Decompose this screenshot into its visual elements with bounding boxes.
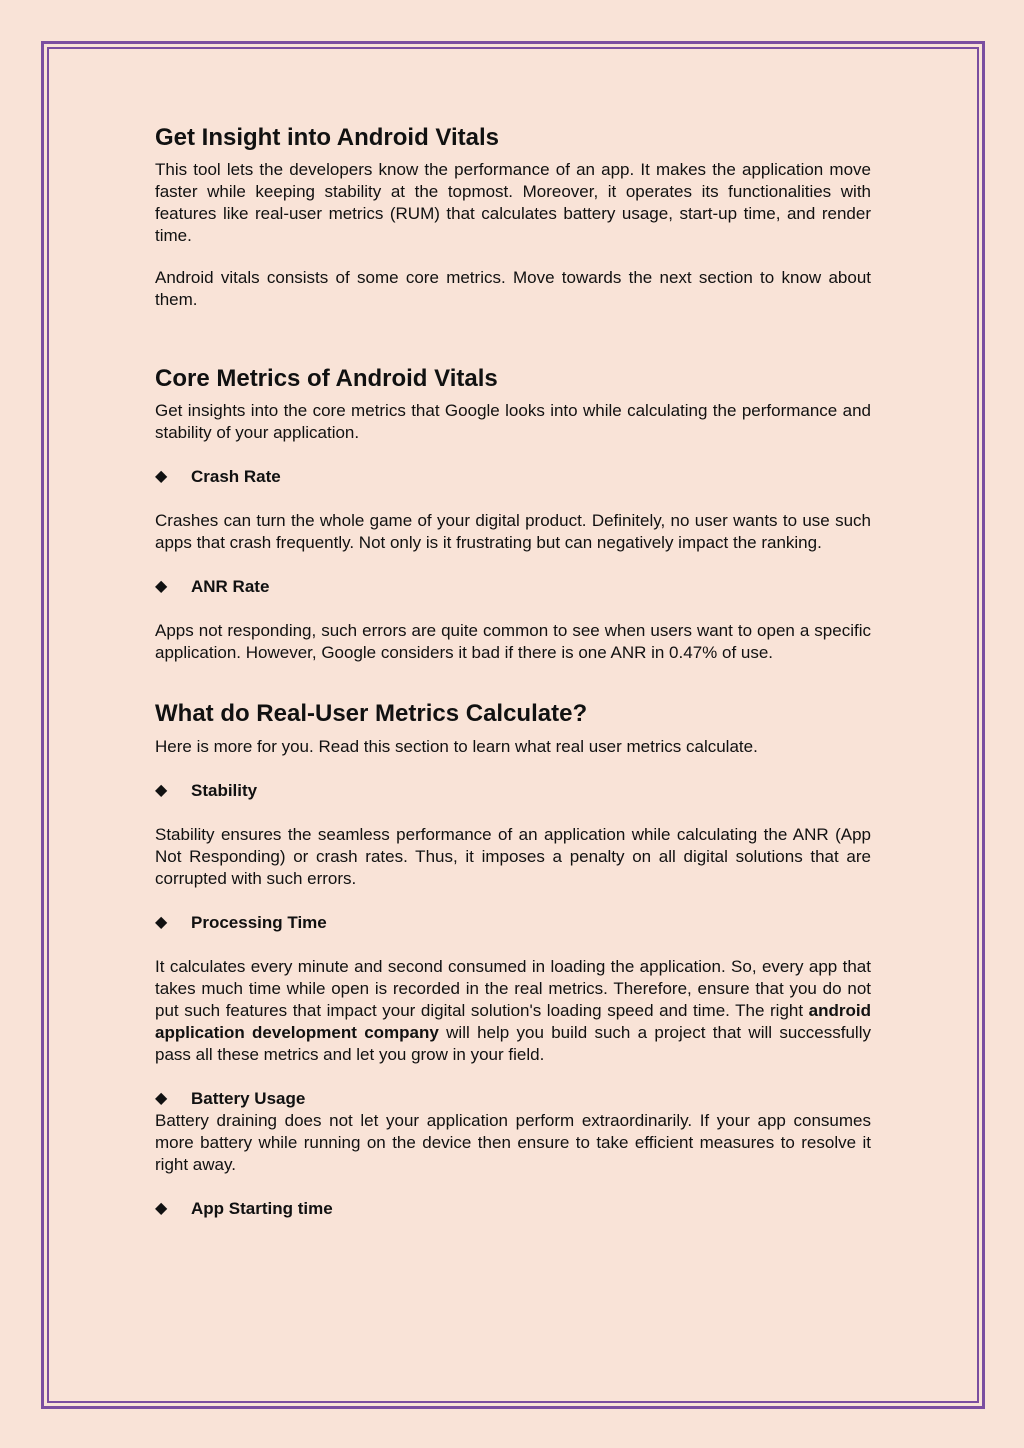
bullet-processing-time [155,912,871,934]
paragraph-anr-rate: Apps not responding, such errors are quite common to see when users want to open a specific application. However, Google considers it bad if there is one ANR in 0.47% of use. [155,621,871,663]
paragraph-real-user-intro: Here is more for you. Read this section to learn what real user metrics calculate. [155,736,758,756]
heading-real-user-metrics: What do Real-User Metrics Calculate? [155,700,588,728]
bullet-label: Battery Usage [191,1088,306,1108]
diamond-bullet-icon: ◆ [155,781,168,799]
paragraph-core-metrics-lead: Android vitals consists of some core metrics. Move towards the next section to know about them. [155,268,871,310]
bullet-battery-usage [155,1088,871,1110]
heading-core-metrics: Core Metrics of Android Vitals [155,365,498,393]
bullet-crash-rate [155,466,871,488]
paragraph-crash-rate: Crashes can turn the whole game of your digital product. Definitely, no user wants to use such apps that crash frequently. Not only is it frustrating but can negatively impact the ranking. [155,511,871,553]
paragraph-battery-usage: Battery draining does not let your application perform extraordinarily. If your app consumes more battery while running on the device then ensure to take efficient measures to resolve it right away. [155,1110,871,1174]
bullet-label: Stability [191,780,258,800]
link-android-app-dev-company[interactable]: android application development company [155,1000,871,1042]
bullet-label: Crash Rate [191,467,281,487]
paragraph-stability: Stability ensures the seamless performance of an application while calculating the ANR (App Not Responding) or crash rates. Thus, it imposes a penalty on all digital solutions that are corrupted with such errors. [155,824,871,888]
processing-text-after: will help you build such a project that will successfully pass all these metrics and let you grow in your field. [155,1022,871,1064]
diamond-bullet-icon: ◆ [155,1089,168,1107]
diamond-bullet-icon: ◆ [155,913,168,931]
heading-android-vitals: Get Insight into Android Vitals [155,124,500,151]
paragraph-intro: This tool lets the developers know the performance of an app. It makes the application move faster while keeping stability at the topmost. Moreover, it operates its functionalities with features like real-user metrics (RUM) that calculates battery usage, start-up time, and render time. [155,160,871,246]
document-content [155,122,871,1220]
bullet-label: Processing Time [191,912,327,932]
diamond-bullet-icon: ◆ [155,1199,168,1217]
paragraph-processing-time [155,956,871,1066]
bullet-anr-rate [155,576,871,598]
bullet-label: ANR Rate [191,577,270,597]
processing-text-before: It calculates every minute and second consumed in loading the application. So, every app that takes much time while open is recorded in the real metrics. Therefore, ensure that you do not put such features that impact your digital solution's loading speed and time. The right [155,956,871,1020]
bullet-app-starting-time [155,1198,871,1220]
bullet-stability [155,780,871,802]
bullet-label: App Starting time [191,1198,333,1218]
diamond-bullet-icon: ◆ [155,578,168,596]
paragraph-core-metrics-intro: Get insights into the core metrics that Google looks into while calculating the performance and stability of your application. [155,401,871,443]
diamond-bullet-icon: ◆ [155,468,168,486]
